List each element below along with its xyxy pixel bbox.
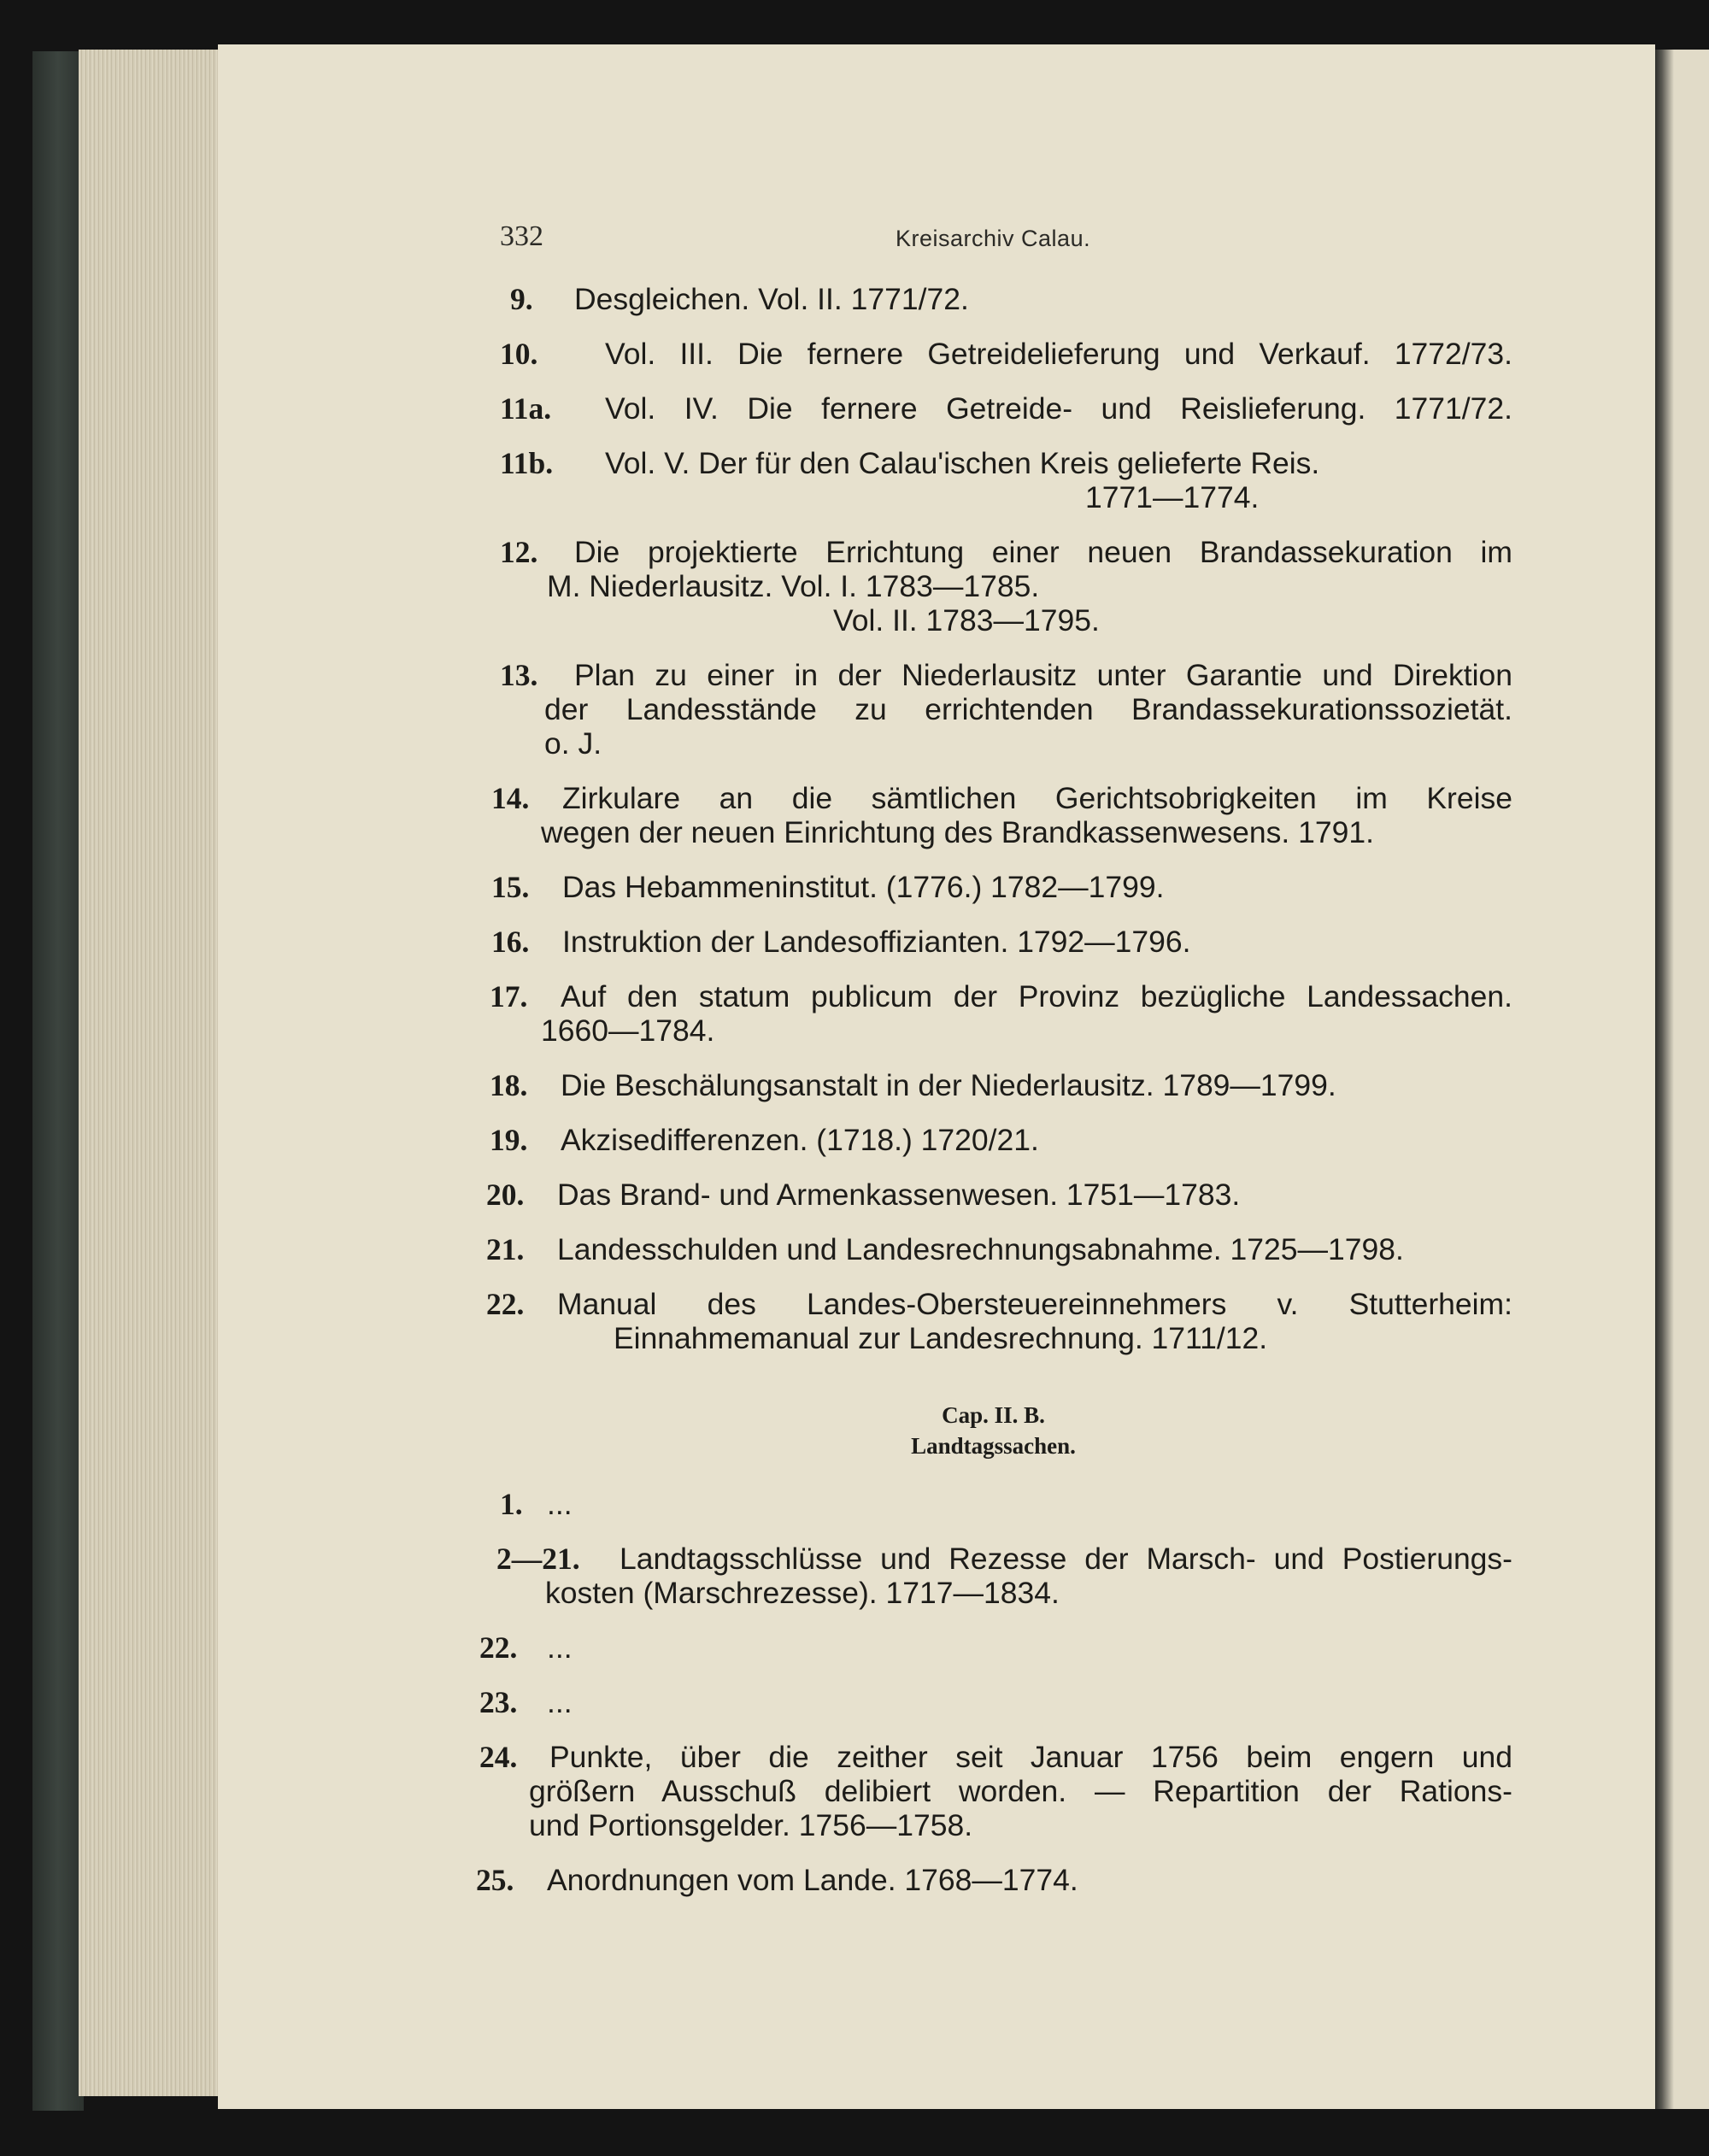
entry-line: Auf den statum publicum der Provinz bezügliche Landessachen. [561, 979, 1512, 1013]
entry-line: Vol. IV. Die fernere Getreide- und Reislieferung. 1771/72. [605, 391, 1512, 426]
entry-16 [474, 925, 1512, 959]
entry-line: ... [547, 1487, 573, 1521]
entry-line: Desgleichen. Vol. II. 1771/72. [574, 282, 969, 316]
entry-13 [474, 658, 1512, 761]
document-body [474, 282, 1512, 1918]
entry-b-24 [474, 1740, 1512, 1842]
entry-line: Instruktion der Landesoffizianten. 1792—1796. [562, 925, 1191, 959]
section-title: Cap. II. B. [942, 1402, 1045, 1428]
entry-number: 20. [486, 1178, 525, 1212]
entry-number: 17. [490, 979, 528, 1013]
entry-number: 12. [500, 535, 538, 569]
entry-line: Punkte, über die zeither seit Januar 1756 beim engern und [549, 1740, 1512, 1774]
page-number: 332 [500, 220, 543, 252]
entry-number: 22. [486, 1287, 525, 1321]
page-edges [79, 50, 232, 2096]
entry-12 [474, 535, 1512, 637]
entry-20 [474, 1178, 1512, 1212]
entry-line: ... [547, 1630, 573, 1665]
section-subtitle: Landtagssachen. [911, 1433, 1076, 1459]
entry-line: M. Niederlausitz. Vol. I. 1783—1785. [547, 569, 1040, 603]
running-head: Kreisarchiv Calau. [896, 226, 1091, 251]
entry-number: 11a. [500, 391, 552, 426]
entry-line: kosten (Marschrezesse). 1717—1834. [545, 1576, 1060, 1610]
entry-line: Plan zu einer in der Niederlausitz unter Garantie und Direktion [574, 658, 1512, 692]
entry-line: 1660—1784. [541, 1013, 715, 1048]
entry-number: 2—21. [496, 1542, 580, 1576]
entry-number: 24. [479, 1740, 518, 1774]
entry-number: 15. [491, 870, 530, 904]
entry-line: Landtagsschlüsse und Rezesse der Marsch- und Postierungs- [620, 1542, 1512, 1576]
entry-number: 23. [479, 1685, 518, 1719]
entry-number: 25. [476, 1863, 514, 1897]
entry-line: Landesschulden und Landesrechnungsabnahme. 1725—1798. [557, 1232, 1404, 1266]
entry-line: Vol. II. 1783—1795. [833, 603, 1100, 637]
entry-number: 13. [500, 658, 538, 692]
entry-9 [474, 282, 1512, 316]
entry-b-1 [474, 1487, 1512, 1521]
entry-b-22 [474, 1630, 1512, 1665]
entry-number: 9. [510, 282, 533, 316]
entry-number: 16. [491, 925, 530, 959]
entry-b-2-21 [474, 1542, 1512, 1610]
entry-number: 18. [490, 1068, 528, 1102]
entry-15 [474, 870, 1512, 904]
entry-number: 22. [479, 1630, 518, 1665]
entry-17 [474, 979, 1512, 1048]
entry-number: 10. [500, 337, 538, 371]
entry-22 [474, 1287, 1512, 1355]
entry-line: Akzisedifferenzen. (1718.) 1720/21. [561, 1123, 1039, 1157]
entry-21 [474, 1232, 1512, 1266]
entry-10 [474, 337, 1512, 371]
entry-line: Vol. V. Der für den Calau'ischen Kreis gelieferte Reis. [605, 446, 1320, 480]
entry-11a [474, 391, 1512, 426]
entry-line: 1771—1774. [1085, 480, 1260, 514]
entry-number: 14. [491, 781, 530, 815]
entry-line: größern Ausschuß delibiert worden. — Repartition der Rations- [529, 1774, 1512, 1808]
entry-line: Manual des Landes-Obersteuereinnehmers v. Stutterheim: [557, 1287, 1512, 1321]
entry-18 [474, 1068, 1512, 1102]
page-header [500, 220, 1500, 255]
entry-line: Das Hebammeninstitut. (1776.) 1782—1799. [562, 870, 1165, 904]
entry-line: Einnahmemanual zur Landesrechnung. 1711/12. [614, 1321, 1268, 1355]
entry-19 [474, 1123, 1512, 1157]
entry-line: Das Brand- und Armenkassenwesen. 1751—1783. [557, 1178, 1241, 1212]
entry-11b [474, 446, 1512, 514]
entry-line: Zirkulare an die sämtlichen Gerichtsobrigkeiten im Kreise [562, 781, 1512, 815]
entry-line: der Landesstände zu errichtenden Brandassekurationssozietät. [544, 692, 1512, 726]
entry-number: 21. [486, 1232, 525, 1266]
entry-line: Die Beschälungsanstalt in der Niederlausitz. 1789—1799. [561, 1068, 1336, 1102]
entry-number: 19. [490, 1123, 528, 1157]
facing-page-edge [1655, 50, 1709, 2109]
entry-b-23 [474, 1685, 1512, 1719]
entry-14 [474, 781, 1512, 849]
entry-number: 1. [500, 1487, 523, 1521]
entry-line: ... [547, 1685, 573, 1719]
entry-line: o. J. [544, 726, 602, 761]
entry-line: Anordnungen vom Lande. 1768—1774. [547, 1863, 1078, 1897]
entry-line: Die projektierte Errichtung einer neuen Brandassekuration im [574, 535, 1512, 569]
entry-number: 11b. [500, 446, 554, 480]
entry-b-25 [474, 1863, 1512, 1897]
entry-line: wegen der neuen Einrichtung des Brandkassenwesens. 1791. [541, 815, 1374, 849]
entry-line: und Portionsgelder. 1756—1758. [529, 1808, 973, 1842]
book-cover-spine [32, 51, 84, 2111]
entry-line: Vol. III. Die fernere Getreidelieferung und Verkauf. 1772/73. [605, 337, 1512, 371]
section-heading [474, 1400, 1512, 1461]
